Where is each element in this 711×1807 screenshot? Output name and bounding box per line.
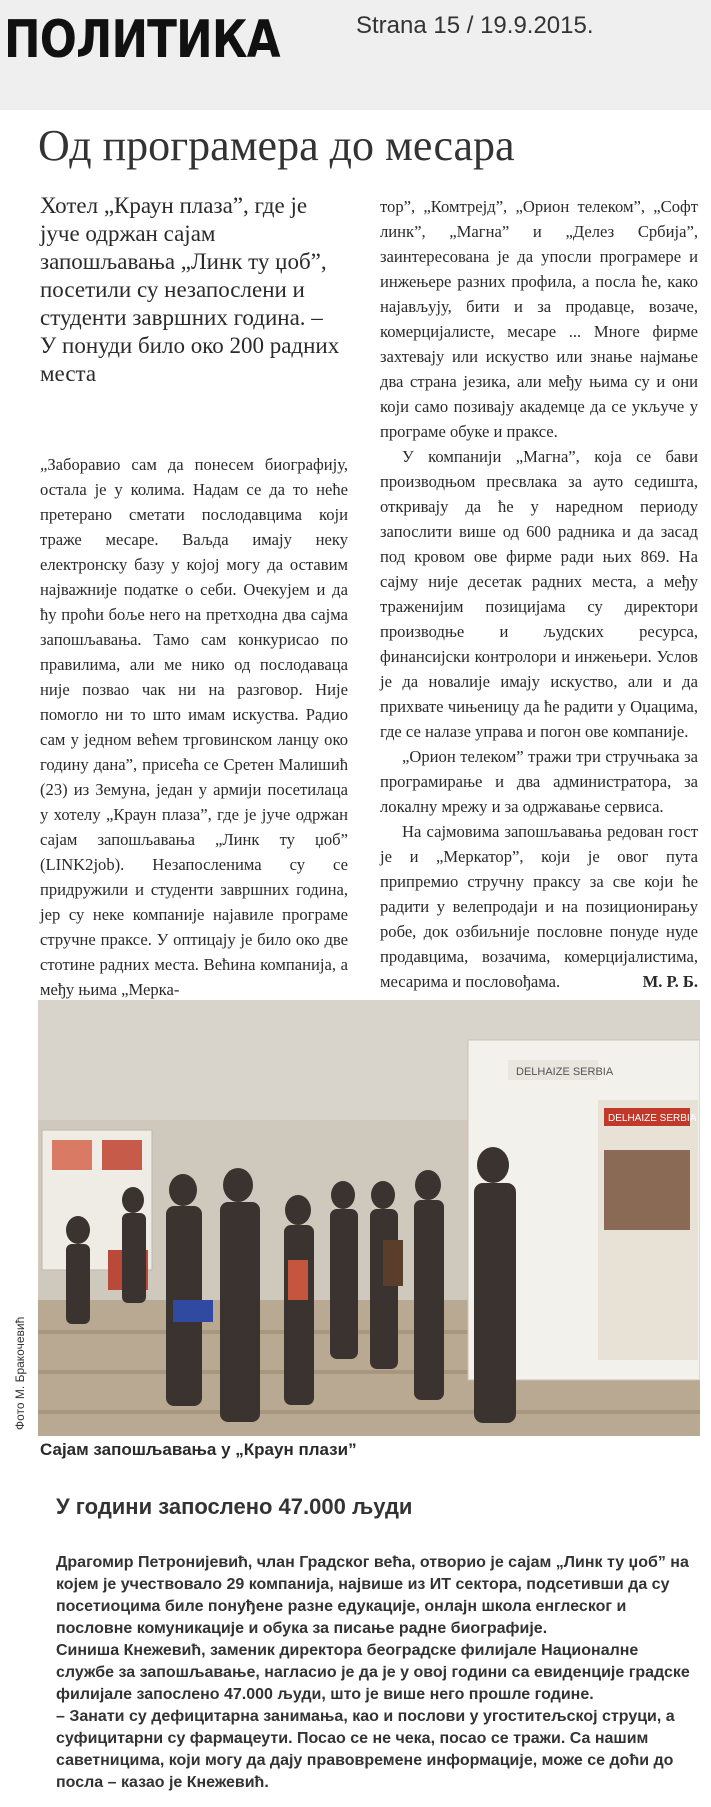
sidebar-box-title: У години запослено 47.000 људи bbox=[56, 1494, 413, 1519]
page-header bbox=[0, 0, 711, 110]
article-column-right bbox=[380, 194, 698, 994]
sidebar-box-body bbox=[56, 1552, 696, 1794]
article-paragraph: „Заборавио сам да понесем биографију, остала је у колима. Надам се да то неће претерано сметати послодавцима који траже месаре. Ваљда имају неку електронску базу у којој могу да оставим најважније податке о себи. Очекујем и да ћу проћи боље него на претходна два сајма запошљавања. Тамо сам конкурисао по правилима, али ме нико од послодаваца није позвао чак ни на разговор. Није помогло ни то што имам искуства. Радио сам у једном већем трговинском ланцу око годину дана”, присећа се Сретен Малишић (23) из Земуна, један у армији посетилаца у хотелу „Краун плаза”, где је јуче одржан сајам запошљавања „Линк ту џоб” (LINK2job). Незапосленима су се придружили и студенти завршних година, јер су неке компаније најавиле програме стручне праксе. У оптицају је било око две стотине радних места. Већина компанија, а међу њима „Мерка- bbox=[40, 455, 348, 999]
page-meta: Strana 15 / 19.9.2015. bbox=[356, 12, 594, 39]
box-paragraph: Синиша Кнежевић, заменик директора београдске филијале Националне службе за запошљавање, нагласио је да је у овој години са евиденције градске филијале запослено 47.000 људи, што је више него прошле године. bbox=[56, 1642, 690, 1703]
booth-sign: DELHAIZE SERBIA bbox=[516, 1066, 614, 1078]
photo-illustration bbox=[38, 1000, 700, 1436]
article-paragraph bbox=[380, 819, 698, 994]
box-paragraph: – Занати су дефицитарна занимања, као и послови у угоститељској струци, а суфицитарни су фармацеути. Посао се не чека, посао се тражи. Са нашим саветницима, који могу да дају правовремене информације, може се доћи до посла – казао је Кнежевић. bbox=[56, 1708, 675, 1791]
photo-caption: Сајам запошљавања у „Краун плази” bbox=[40, 1440, 357, 1459]
booth-sign: DELHAIZE SERBIA bbox=[608, 1113, 697, 1124]
article-paragraph: У компанији „Магна”, која се бави производњом пресвлака за ауто седишта, откривају да ће у наредном периоду запослити више од 600 радника и да засад под кровом ове фирме ради њих 869. На сајму није десетак радних места, а међу траженијим позицијама су директори производње и људских ресурса, финансијски контролори и инжењери. Услов је да новалије имају искуство, али и да прихвате чињеницу да ће радити у Оџацима, где се налазе управа и погон ове компаније. bbox=[380, 447, 698, 741]
photo-credit: Фото М. Бракочевић bbox=[13, 1316, 27, 1430]
article-headline: Од програмера до месара bbox=[38, 121, 515, 170]
article-paragraph-text: На сајмовима запошљавања редован гост је и „Меркатор”, који је овог пута припремио стручну праксу за све који ће радити у велепродаји и на позиционирању робе, док озбиљније пословне понуде нуде продавцима, возачима, комерцијалистима, месарима и пословођама. bbox=[380, 822, 698, 991]
author-signature: М. Р. Б. bbox=[642, 972, 698, 991]
box-paragraph: Драгомир Петронијевић, члан Градског већа, отворио је сајам „Линк ту џоб” на којем је учествовало 29 компанија, највише из ИТ сектора, подсетивши да су посетиоцима биле понуђене разне едукације, онлајн школа енглеског и пословне комуникације и обука за писање радне биографије. bbox=[56, 1554, 689, 1637]
article-photo bbox=[38, 1000, 700, 1436]
article-paragraph: тор”, „Комтрејд”, „Орион телеком”, „Софт линк”, „Магна” и „Делез Србија”, заинтересована је да упосли програмере и инжењере разних профила, а посла ће, како најављују, бити и за продавце, возаче, комерцијалисте, месаре ... Многе фирме захтевају или искуство или знање најмање два страна језика, али међу њима су и они који само позивају академце да се укључе у програме обуке и праксе. bbox=[380, 197, 698, 441]
article-paragraph: „Орион телеком” тражи три стручњака за програмирање и два администратора, за локалну мрежу и за одржавање сервиса. bbox=[380, 747, 698, 816]
article-column-left bbox=[40, 452, 348, 1002]
article-lead: Хотел „Краун плаза”, где је јуче одржан сајам запошљавања „Линк ту џоб”, посетили су незапослени и студенти завршних година. – У понуди било око 200 радних места bbox=[40, 193, 340, 386]
newspaper-logo: ПОЛИТИКА bbox=[4, 10, 280, 70]
